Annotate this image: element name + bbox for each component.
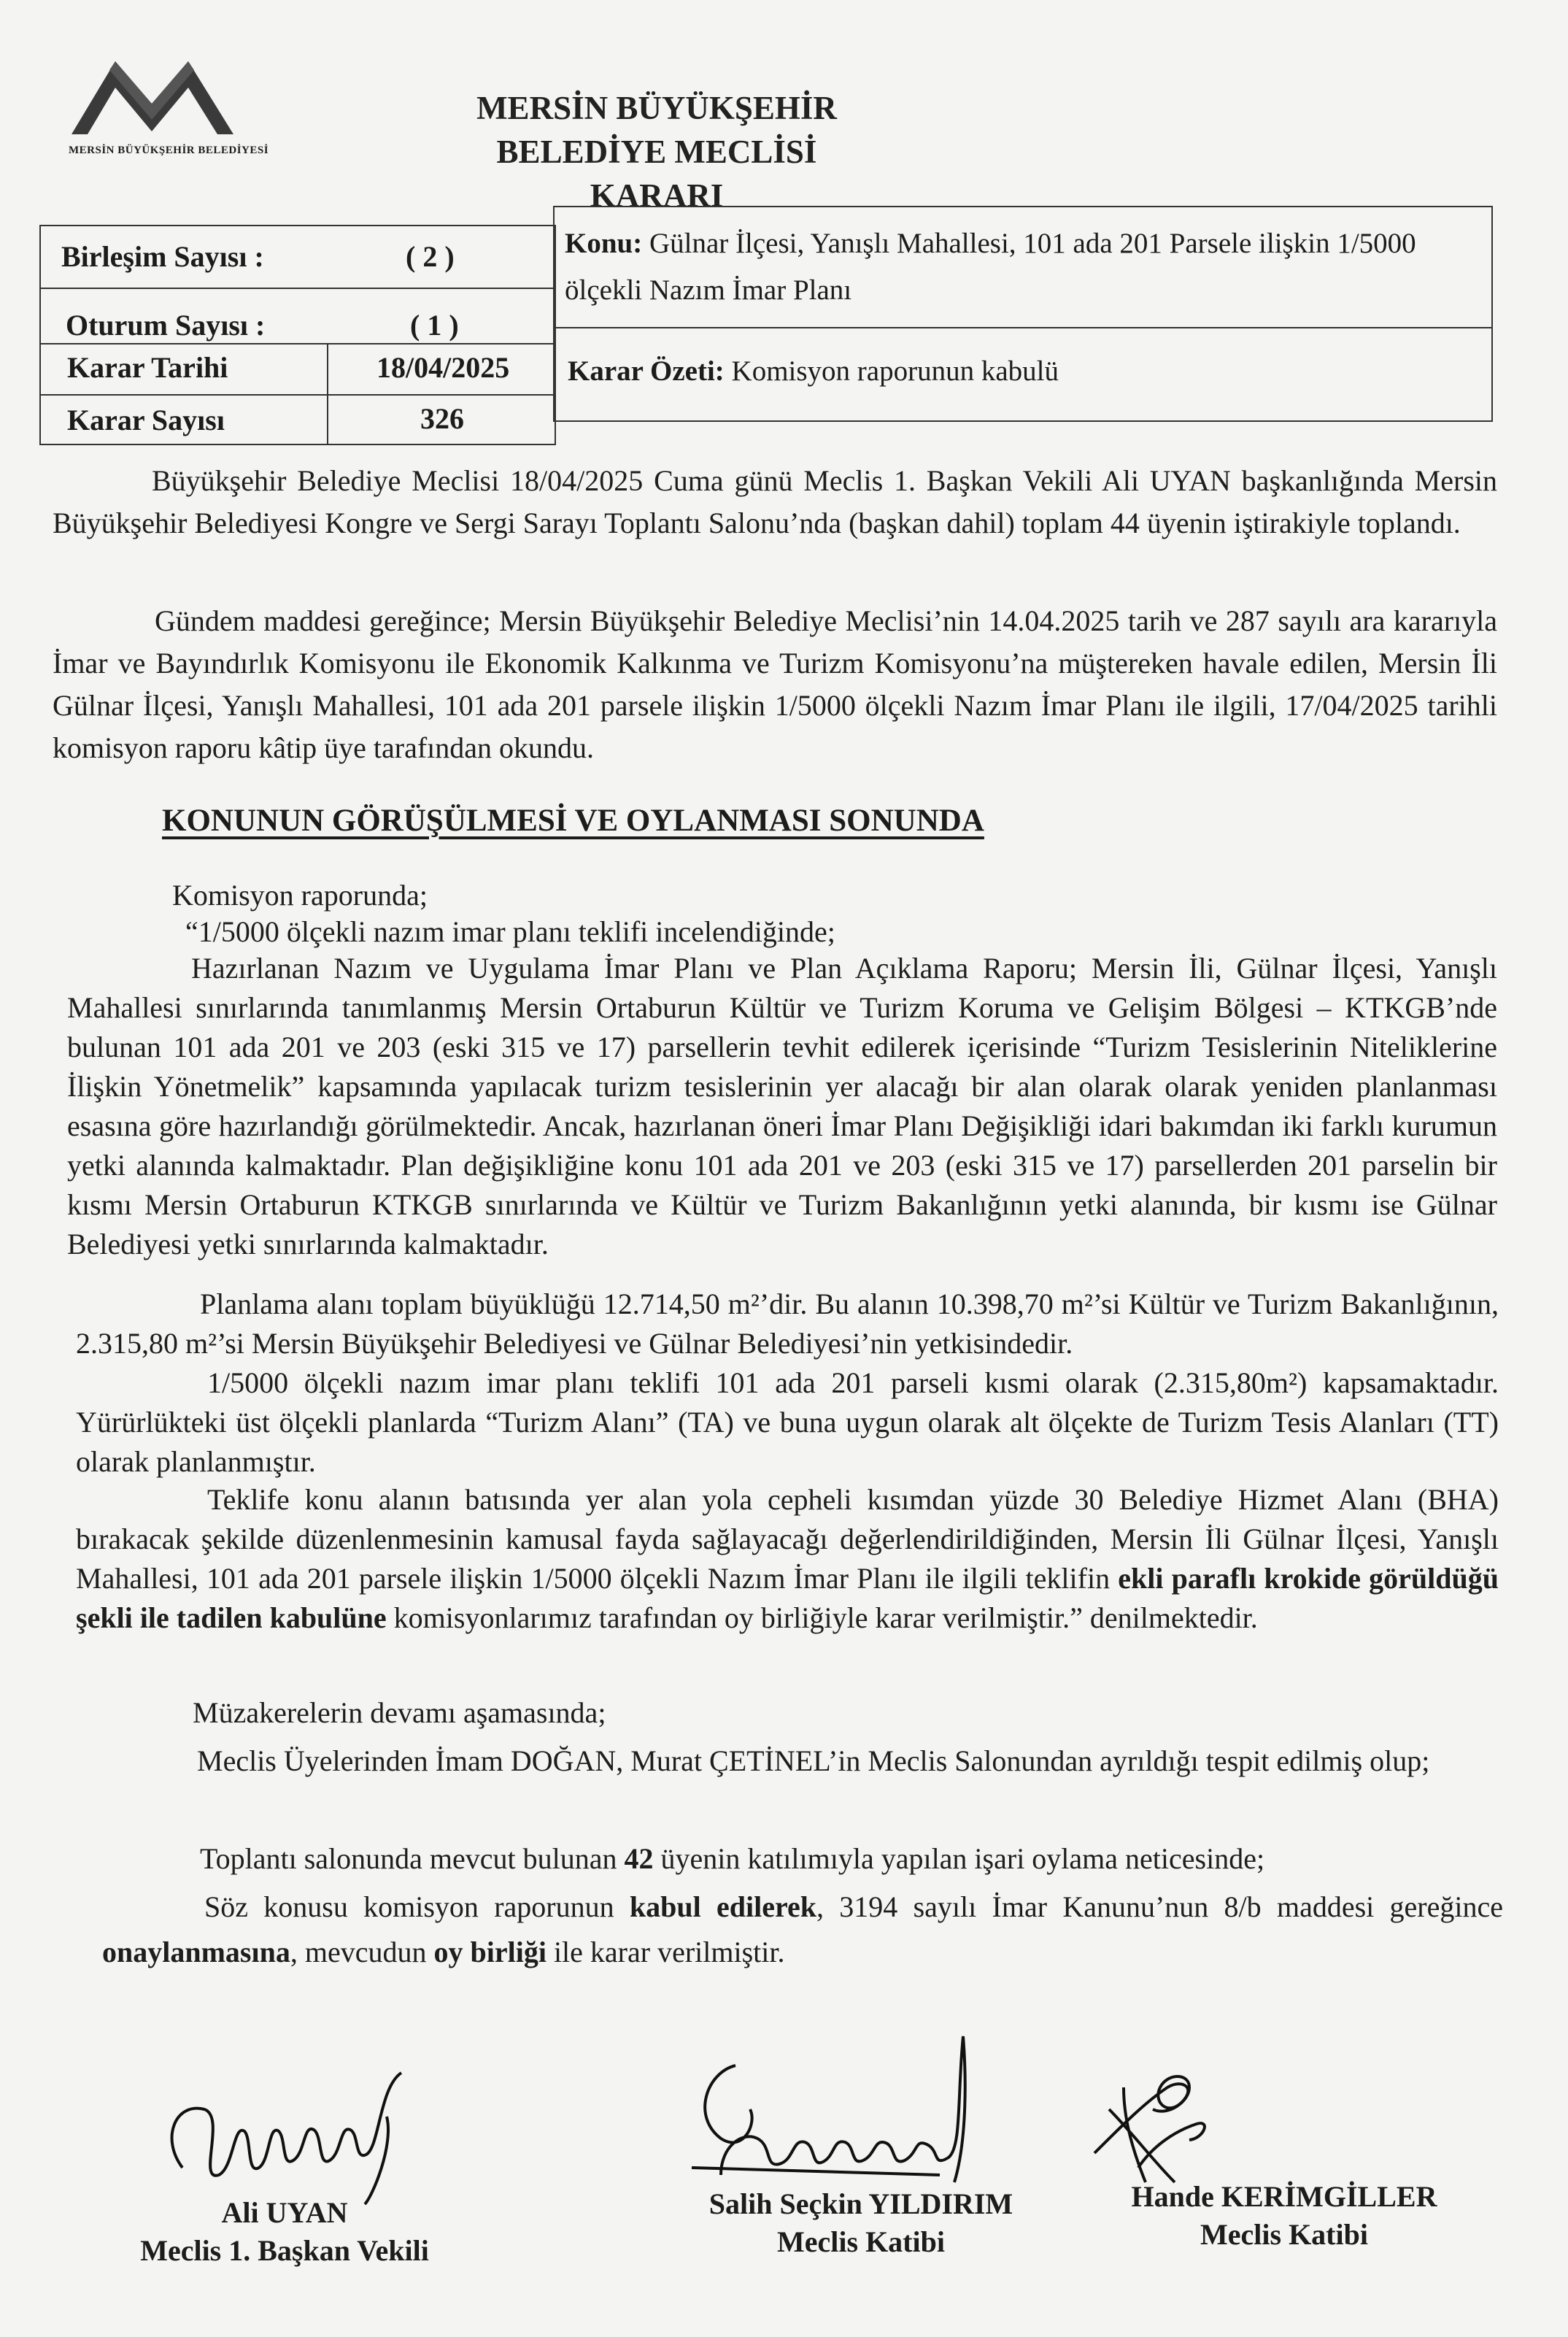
subject-divider [555, 327, 1491, 328]
karar-sayisi-value: 326 [420, 402, 464, 435]
signatory-name-3: Hande KERİMGİLLER [1131, 2180, 1437, 2213]
p12-text-b: kabul edilerek [629, 1890, 817, 1923]
oturum-value: ( 1 ) [410, 309, 459, 342]
oturum-label: Oturum Sayısı : [66, 309, 266, 342]
karar-sayisi-label: Karar Sayısı [67, 404, 225, 436]
konu-cell [565, 220, 1477, 314]
signature-block-2 [657, 2185, 1065, 2261]
ozet-label: Karar Özeti: [568, 355, 725, 387]
p12-text-a: Söz konusu komisyon raporunun [204, 1890, 614, 1923]
konu-text: Gülnar İlçesi, Yanışlı Mahallesi, 101 ada 201 Parsele ilişkin 1/5000 ölçekli Nazım İmar Planı [565, 228, 1416, 306]
paragraph-meeting: Büyükşehir Belediye Meclisi 18/04/2025 Cuma günü Meclis 1. Başkan Vekili Ali UYAN başkanlığında Mersin Büyükşehir Belediyesi Kongre ve Sergi Sarayı Toplantı Salonu’nda (başkan dahil) toplam 44 üyenin iştirakiyle toplandı. [53, 464, 1497, 539]
p12-text-c: , 3194 sayılı İmar Kanunu’nun 8/b maddesi gereğince [816, 1890, 1503, 1923]
paragraph-members-left: Meclis Üyelerinden İmam DOĞAN, Murat ÇETİNEL’in Meclis Salonundan ayrıldığı tespit edilmiş olup; [197, 1744, 1430, 1777]
p12-text-e: , mevcudun [290, 1936, 427, 1968]
table-divider [327, 343, 328, 444]
row-birlesim [41, 226, 555, 289]
paragraph-agenda: Gündem maddesi gereğince; Mersin Büyükşehir Belediye Meclisi’nin 14.04.2025 tarih ve 287 sayılı ara kararıyla İmar ve Bayındırlık Komisyonu ile Ekonomik Kalkınma ve Turizm Komisyonu’na müştereken havale edilen, Mersin İli Gülnar İlçesi, Yanışlı Mahallesi, 101 ada 201 parsele ilişkin 1/5000 ölçekli Nazım İmar Planı ile ilgili, 17/04/2025 tarihli komisyon raporu kâtip üye tarafından okundu. [53, 604, 1497, 764]
signatory-title-1: Meclis 1. Başkan Vekili [140, 2234, 429, 2267]
logo-caption: MERSİN BÜYÜKŞEHİR BELEDİYESİ [69, 145, 269, 156]
section-heading: KONUNUN GÖRÜŞÜLMESİ VE OYLANMASI SONUNDA [162, 804, 984, 838]
paragraph-report-intro: Komisyon raporunda; [172, 879, 428, 912]
birlesim-label: Birleşim Sayısı : [61, 240, 264, 273]
ozet-cell [568, 355, 1480, 388]
document-title [438, 86, 876, 217]
p11-text-c: üyenin katılımıyla yapılan işari oylama neticesinde; [660, 1842, 1265, 1875]
title-line-2: BELEDİYE MECLİSİ KARARI [496, 134, 817, 214]
p12-text-g: ile karar verilmiştir. [553, 1936, 785, 1968]
row-karar-tarihi [41, 343, 555, 396]
row-karar-sayisi [41, 394, 555, 445]
signature-mark-2 [677, 2029, 1027, 2204]
member-count: 42 [624, 1842, 654, 1875]
paragraph-vote [200, 1838, 1513, 1880]
p12-text-f: oy birliği [433, 1936, 547, 1968]
signature-mark-1 [153, 2058, 430, 2211]
signatory-title-2: Meclis Katibi [777, 2225, 945, 2258]
p8-text-bold: ekli paraflı krokide görüldüğü şekli ile tadilen kabulüne [76, 1562, 1499, 1634]
title-line-1: MERSİN BÜYÜKŞEHİR [476, 90, 837, 126]
konu-label: Konu: [565, 228, 643, 259]
decision-info-table [39, 225, 556, 445]
p12-text-d: onaylanmasına [102, 1936, 290, 1968]
paragraph-final-decision [102, 1884, 1503, 1975]
signatory-name-2: Salih Seçkin YILDIRIM [708, 2187, 1013, 2220]
row-oturum [41, 288, 555, 344]
paragraph-plan-review: “1/5000 ölçekli nazım imar planı teklifi incelendiğinde; [185, 915, 835, 948]
paragraph-plan-details: Hazırlanan Nazım ve Uygulama İmar Planı ve Plan Açıklama Raporu; Mersin İli, Gülnar İlçesi, Yanışlı Mahallesi sınırlarında tanımlanmış Mersin Ortaburun Kültür ve Turizm Koruma ve Gelişim Bölgesi – KTKGB’nde bulunan 101 ada 201 ve 203 (eski 315 ve 17) parsellerin tevhit edilerek içerisinde “Turizm Tesislerinin Niteliklerine İlişkin Yönetmelik” kapsamında yapılacak turizm tesislerinin yer alacağı bir alan olarak olarak yeniden planlanması esasına göre hazırlandığı görülmektedir. Ancak, hazırlanan öneri İmar Planı Değişikliği idari bakımdan iki farklı kurumun yetki alanında kalmaktadır. Plan değişikliğine konu 101 ada 201 ve 203 (eski 315 ve 17) parsellerden 201 parselin bir kısmı Mersin Ortaburun KTKGB sınırlarında ve Kültür ve Turizm Bakanlığının yetki alanında, bir kısmı ise Gülnar Belediyesi yetki sınırlarında kalmaktadır. [67, 952, 1497, 1260]
signatory-name-1: Ali UYAN [221, 2196, 348, 2229]
subject-table [553, 206, 1493, 422]
p8-text-a: Teklife konu alanın batısında yer alan yola cepheli kısımdan yüzde 30 Belediye Hizmet Alanı (BHA) bırakacak şekilde düzenlenmesinin kamusal fayda sağlayacağı değerlendirildiğinden, Mersin İli Gülnar İlçesi, Yanışlı Mahallesi, 101 ada 201 parsele ilişkin 1/5000 ölçekli Nazım İmar Planı ile ilgili teklifin [76, 1483, 1499, 1595]
paragraph-plan-scope: 1/5000 ölçekli nazım imar planı teklifi 101 ada 201 parseli kısmi olarak (2.315,80m²) kapsamaktadır. Yürürlükteki üst ölçekli planlarda “Turizm Alanı” (TA) ve buna uygun olarak alt ölçekte de Turizm Tesis Alanları (TT) olarak planlanmıştır. [76, 1366, 1499, 1478]
karar-tarihi-label: Karar Tarihi [67, 351, 228, 384]
paragraph-commission-decision [76, 1480, 1499, 1638]
signature-block-3 [1109, 2178, 1459, 2254]
p11-text-a: Toplantı salonunda mevcut bulunan [200, 1842, 617, 1875]
p8-text-c: komisyonlarımız tarafından oy birliğiyle karar verilmiştir.” denilmektedir. [393, 1601, 1258, 1634]
paragraph-deliberation: Müzakerelerin devamı aşamasında; [193, 1696, 606, 1729]
signature-block-1 [109, 2194, 460, 2270]
municipality-logo [64, 53, 269, 157]
signatory-title-3: Meclis Katibi [1200, 2218, 1368, 2251]
logo-mark-icon [64, 53, 239, 140]
karar-tarihi-value: 18/04/2025 [376, 351, 510, 384]
paragraph-area-size: Planlama alanı toplam büyüklüğü 12.714,50 m²’dir. Bu alanın 10.398,70 m²’si Kültür ve Turizm Bakanlığının, 2.315,80 m²’si Mersin Büyükşehir Belediyesi ve Gülnar Belediyesi’nin yetkisindedir. [76, 1287, 1499, 1360]
birlesim-value: ( 2 ) [406, 240, 455, 273]
ozet-text: Komisyon raporunun kabulü [731, 355, 1059, 387]
